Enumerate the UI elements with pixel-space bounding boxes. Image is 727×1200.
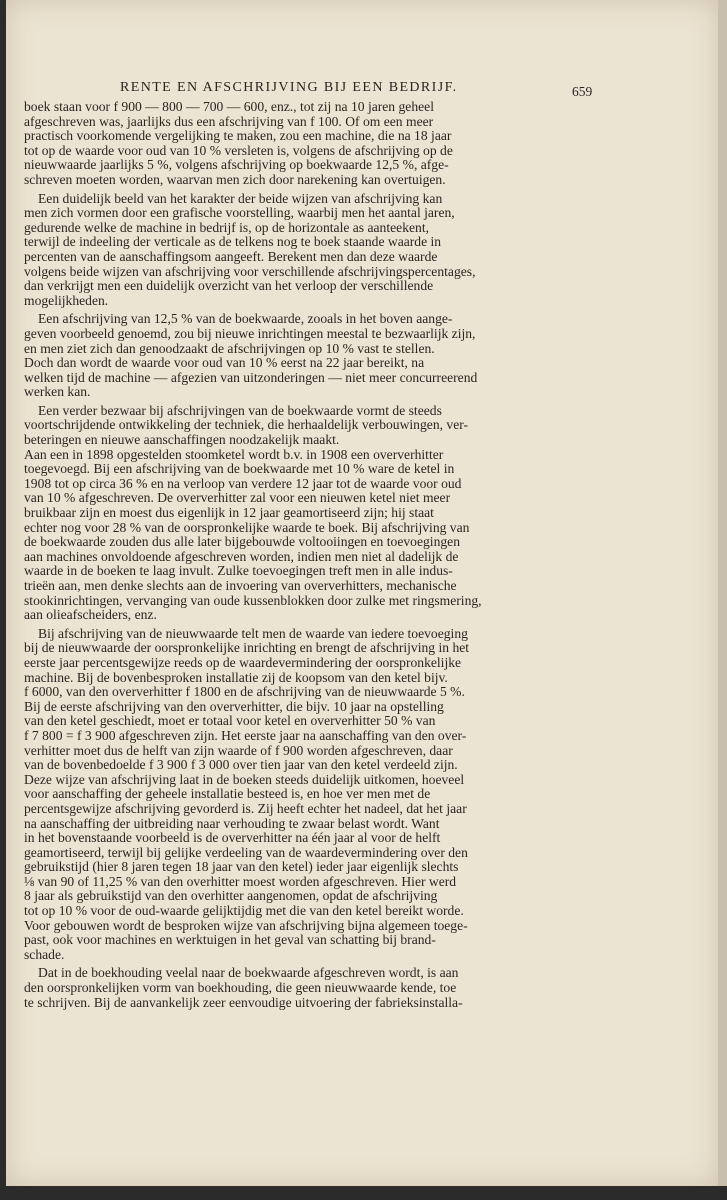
text-line: percenten van de aanschaffingsom aangeeft. Berekent men dan deze waarde [24, 249, 438, 264]
text-line: volgens beide wijzen van afschrijving voor verschillende afschrijvingspercentages, [24, 264, 476, 279]
text-line: van de bovenbedoelde f 3 900 f 3 000 over tien jaar van den ketel verdeeld zijn. [24, 758, 458, 773]
text-line: past, ook voor machines en werktuigen in het geval van schatting bij brand- [24, 933, 436, 948]
book-page [6, 0, 718, 1186]
text-line: mogelijkheden. [24, 293, 109, 308]
text-line: stookinrichtingen, vervanging van oude kussenblokken door zulke met ringsmering, [24, 593, 482, 608]
text-line: dan verkrijgt men een duidelijk overzicht van het verloop der verschillende [24, 279, 434, 294]
paragraph-3 [24, 312, 602, 400]
text-line: welken tijd de machine — afgezien van uitzonderingen — niet meer concurreerend [24, 370, 478, 385]
text-line: trieën aan, men denke slechts aan de invoering van oververhitters, mechanische [24, 579, 457, 593]
text-line: Doch dan wordt de waarde voor oud van 10 % eerst na 22 jaar bereikt, na [24, 356, 425, 371]
text-line: Een afschrijving van 12,5 % van de boekwaarde, zooals in het boven aange- [38, 312, 453, 327]
text-line: bij de nieuwwaarde der oorspronkelijke inrichting en brengt de afschrijving in het [24, 641, 470, 656]
text-line: aan machines onvoldoende afgeschreven worden, indien men niet al dadelijk de [24, 549, 459, 564]
text-line: afgeschreven was, jaarlijks dus een afschrijving van f 100. Of om een meer [24, 114, 434, 129]
text-line: Deze wijze van afschrijving laat in de boeken steeds duidelijk uitkomen, hoeveel [24, 772, 465, 787]
text-line: f 6000, van den oververhitter f 1800 en de afschrijving van de nieuwwaarde 5 %. [24, 685, 465, 700]
text-line: gebruikstijd (hier 8 jaren tegen 18 jaar van den ketel) ieder jaar eigenlijk slechts [24, 860, 459, 875]
text-line: 8 jaar als gebruikstijd van den overhitter aangenomen, opdat de afschrijving [24, 889, 438, 904]
text-line: Een verder bezwaar bij afschrijvingen van de boekwaarde vormt de steeds [38, 403, 442, 418]
text-line: waarde in de boeken te laag invult. Zulke toevoegingen treft men in alle indus- [24, 564, 453, 579]
paragraph-1 [24, 100, 602, 188]
text-line: ⅛ van 90 of 11,25 % van den overhitter moest worden afgeschreven. Hier werd [24, 874, 457, 889]
text-line: schade. [24, 947, 65, 962]
text-line: schreven moeten worden, waarvan men zich door narekening kan overtuigen. [24, 172, 446, 187]
text-line: de boekwaarde zouden dus alle later bijgebouwde voltooiingen en toevoegingen [24, 535, 460, 550]
text-line: tot op de waarde voor oud van 10 % versleten is, volgens de afschrijving op de [24, 143, 453, 158]
text-line: te schrijven. Bij de aanvankelijk zeer eenvoudige uitvoering der fabrieksinstalla- [24, 995, 463, 1010]
text-line: men zich vormen door een grafische voorstelling, waarbij men het aantal jaren, [24, 206, 455, 221]
text-line: na aanschaffing der uitbreiding naar verhouding te zwaar belast wordt. Want [24, 816, 440, 831]
text-line: den oorspronkelijken vorm van boekhouding, die geen nieuwwaarde kende, toe [24, 981, 457, 996]
text-line: in het bovenstaande voorbeeld is de oververhitter na één jaar al voor de helft [24, 831, 441, 846]
paragraph-2 [24, 192, 602, 309]
text-line: voor aanschaffing der geheele installatie besteed is, en hoe ver men met de [24, 787, 431, 802]
text-line: Bij afschrijving van de nieuwwaarde telt men de waarde van iedere toevoeging [38, 626, 468, 641]
text-line: geamortiseerd, terwijl bij gelijke verdeeling van de waardevermindering over den [24, 845, 468, 860]
text-line: bruikbaar zijn en moest dus eigenlijk in 12 jaar geamortiseerd zijn; hij staat [24, 506, 434, 521]
text-line: verhitter moet dus de helft van zijn waarde of f 900 worden afgeschreven, daar [24, 743, 453, 758]
text-line: Bij de eerste afschrijving van den oververhitter, die bijv. 10 jaar na opstelling [24, 699, 444, 714]
text-line: f 7 800 = f 3 900 afgeschreven zijn. Het eerste jaar na aanschaffing van den over- [24, 728, 467, 743]
text-line: toegevoegd. Bij een afschrijving van de boekwaarde met 10 % ware de ketel in [24, 462, 455, 477]
paragraph-4 [24, 404, 602, 623]
text-line: Aan een in 1898 opgestelden stoomketel wordt b.v. in 1908 een oververhitter [24, 447, 444, 462]
adjacent-page-edge [718, 0, 727, 1200]
text-line: Een duidelijk beeld van het karakter der beide wijzen van afschrijving kan [38, 191, 443, 206]
text-line: werken kan. [24, 385, 91, 400]
text-line: eerste jaar percentsgewijze reeds op de waardevermindering der oorspronkelijke [24, 655, 462, 670]
text-line: percentsgewijze afschrijving gevorderd is. Zij heeft echter het nadeel, dat het jaar [24, 801, 467, 816]
text-line: Voor gebouwen wordt de besproken wijze van afschrijving bijna algemeen toege- [24, 918, 468, 933]
text-line: machine. Bij de bovenbesproken installatie zij de koopsom van den ketel bijv. [24, 670, 448, 685]
text-line: Dat in de boekhouding veelal naar de boekwaarde afgeschreven wordt, is aan [38, 966, 459, 981]
text-line: 1908 tot op circa 36 % en na verloop van verdere 12 jaar tot de waarde voor oud [24, 476, 462, 491]
page-number: 659 [572, 84, 593, 99]
text-line: terwijl de indeeling der verticale as de telkens nog te boek staande waarde in [24, 235, 442, 250]
running-header: RENTE EN AFSCHRIJVING BIJ EEN BEDRIJF. [120, 80, 458, 95]
text-line: geven voorbeeld genoemd, zou bij nieuwe inrichtingen meestal te bezwaarlijk zijn, [24, 326, 476, 341]
text-line: practisch voorkomende vergelijking te maken, zou een machine, die na 18 jaar [24, 129, 452, 144]
paragraph-5 [24, 627, 602, 963]
text-line: van den ketel geschiedt, moet er totaal voor ketel en oververhitter 50 % van [24, 714, 436, 729]
text-line: aan olieafscheiders, enz. [24, 608, 157, 623]
text-line: boek staan voor f 900 — 800 — 700 — 600, enz., tot zij na 10 jaren geheel [24, 100, 434, 114]
text-line: voortschrijdende ontwikkeling der techniek, die herhaaldelijk verbouwingen, ver- [24, 418, 469, 433]
body-text [24, 100, 602, 1010]
text-line: beteringen en nieuwe aanschaffingen noodzakelijk maakt. [24, 433, 340, 448]
paragraph-6 [24, 966, 602, 1010]
text-line: gedurende welke de machine in bedrijf is, op de horizontale as aanteekent, [24, 220, 430, 235]
text-line: van 10 % afgeschreven. De oververhitter zal voor een nieuwen ketel niet meer [24, 491, 451, 506]
text-line: nieuwwaarde jaarlijks 5 %, volgens afschrijving op boekwaarde 12,5 %, afge- [24, 158, 449, 173]
scan-background [0, 1186, 727, 1200]
text-line: en men ziet zich dan genoodzaakt de afschrijvingen op 10 % vast te stellen. [24, 341, 435, 356]
text-line: echter nog voor 28 % van de oorspronkelijke waarde te boek. Bij afschrijving van [24, 520, 470, 535]
text-line: tot op 10 % voor de oud-waarde gelijktijdig met die van den ketel bereikt worde. [24, 904, 464, 919]
